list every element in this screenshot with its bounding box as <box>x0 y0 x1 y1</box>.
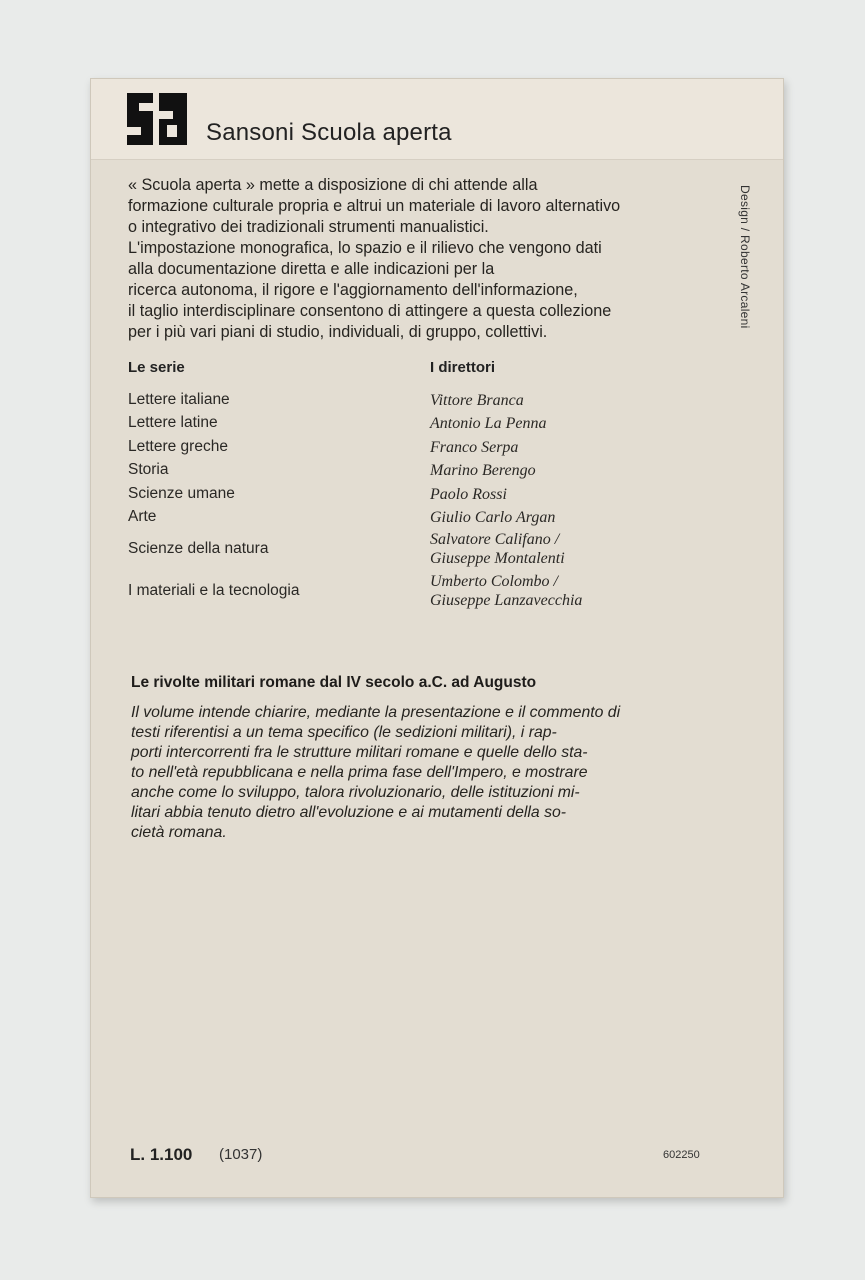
directors-header: I direttori <box>430 359 496 376</box>
director-name: Antonio La Penna <box>430 415 547 432</box>
intro-line: « Scuola aperta » mette a disposizione di chi attende alla <box>128 176 538 194</box>
product-number: 602250 <box>663 1149 700 1161</box>
intro-line: per i più vari piani di studio, individuali, di gruppo, collettivi. <box>128 323 548 341</box>
series-director <box>430 438 518 457</box>
series-row <box>128 391 708 415</box>
director-name: Salvatore Califano / <box>430 531 560 548</box>
director-name: Giuseppe Lanzavecchia <box>430 592 583 609</box>
intro-paragraph <box>128 175 718 343</box>
book-description <box>131 703 731 843</box>
intro-line: ricerca autonoma, il rigore e l'aggiornamento dell'informazione, <box>128 281 578 299</box>
intro-line: formazione culturale propria e altrui un materiale di lavoro alternativo <box>128 197 621 215</box>
series-row <box>128 531 708 580</box>
book-title: Le rivolte militari romane dal IV secolo a.C. ad Augusto <box>131 674 537 691</box>
series-row <box>128 485 708 509</box>
series-row <box>128 414 708 438</box>
description-line: anche come lo sviluppo, talora rivoluzionario, delle istituzioni mi- <box>131 784 580 801</box>
series-name: Scienze della natura <box>128 540 269 557</box>
series-name: Lettere greche <box>128 438 228 455</box>
director-name: Paolo Rossi <box>430 486 507 503</box>
director-name: Giulio Carlo Argan <box>430 509 556 526</box>
series-name: Storia <box>128 461 169 478</box>
series-director <box>430 508 555 527</box>
director-name: Vittore Branca <box>430 392 524 409</box>
intro-line: il taglio interdisciplinare consentono di attingere a questa collezione <box>128 302 612 320</box>
description-line: to nell'età repubblicana e nella prima fase dell'Impero, e mostrare <box>131 764 588 781</box>
series-director <box>430 530 565 568</box>
director-name: Giuseppe Montalenti <box>430 550 565 567</box>
description-line: cietà romana. <box>131 824 227 841</box>
series-header: Le serie <box>128 359 185 376</box>
series-director <box>430 391 524 410</box>
series-name: Scienze umane <box>128 485 235 502</box>
series-director <box>430 485 507 504</box>
sa-logo-icon <box>123 89 191 149</box>
intro-line: o integrativo dei tradizionali strumenti manualistici. <box>128 218 489 236</box>
intro-line: L'impostazione monografica, lo spazio e il rilievo che vengono dati <box>128 239 602 257</box>
series-name: Arte <box>128 508 157 525</box>
series-row <box>128 508 708 532</box>
description-line: testi riferentisi a un tema specifico (le sedizioni militari), i rap- <box>131 724 557 741</box>
series-row <box>128 573 708 622</box>
catalog-code: (1037) <box>219 1146 263 1163</box>
price-label: L. 1.100 <box>130 1145 193 1164</box>
series-name: Lettere italiane <box>128 391 230 408</box>
series-row <box>128 461 708 485</box>
director-name: Umberto Colombo / <box>430 573 558 590</box>
description-line: Il volume intende chiarire, mediante la presentazione e il commento di <box>131 704 621 721</box>
director-name: Franco Serpa <box>430 439 519 456</box>
description-line: litari abbia tenuto dietro all'evoluzione e ai mutamenti della so- <box>131 804 567 821</box>
series-director <box>430 414 546 433</box>
brand-title: Sansoni Scuola aperta <box>206 119 452 146</box>
series-director <box>430 461 536 480</box>
series-director <box>430 572 582 610</box>
description-line: porti intercorrenti fra le strutture militari romane e quelle dello sta- <box>131 744 588 761</box>
book-back-cover <box>90 78 784 1198</box>
series-name: I materiali e la tecnologia <box>128 582 300 599</box>
director-name: Marino Berengo <box>430 462 536 479</box>
series-name: Lettere latine <box>128 414 218 431</box>
header-band <box>91 79 783 160</box>
intro-line: alla documentazione diretta e alle indicazioni per la <box>128 260 495 278</box>
series-row <box>128 438 708 462</box>
design-credit: Design / Roberto Arcaleni <box>738 185 752 329</box>
